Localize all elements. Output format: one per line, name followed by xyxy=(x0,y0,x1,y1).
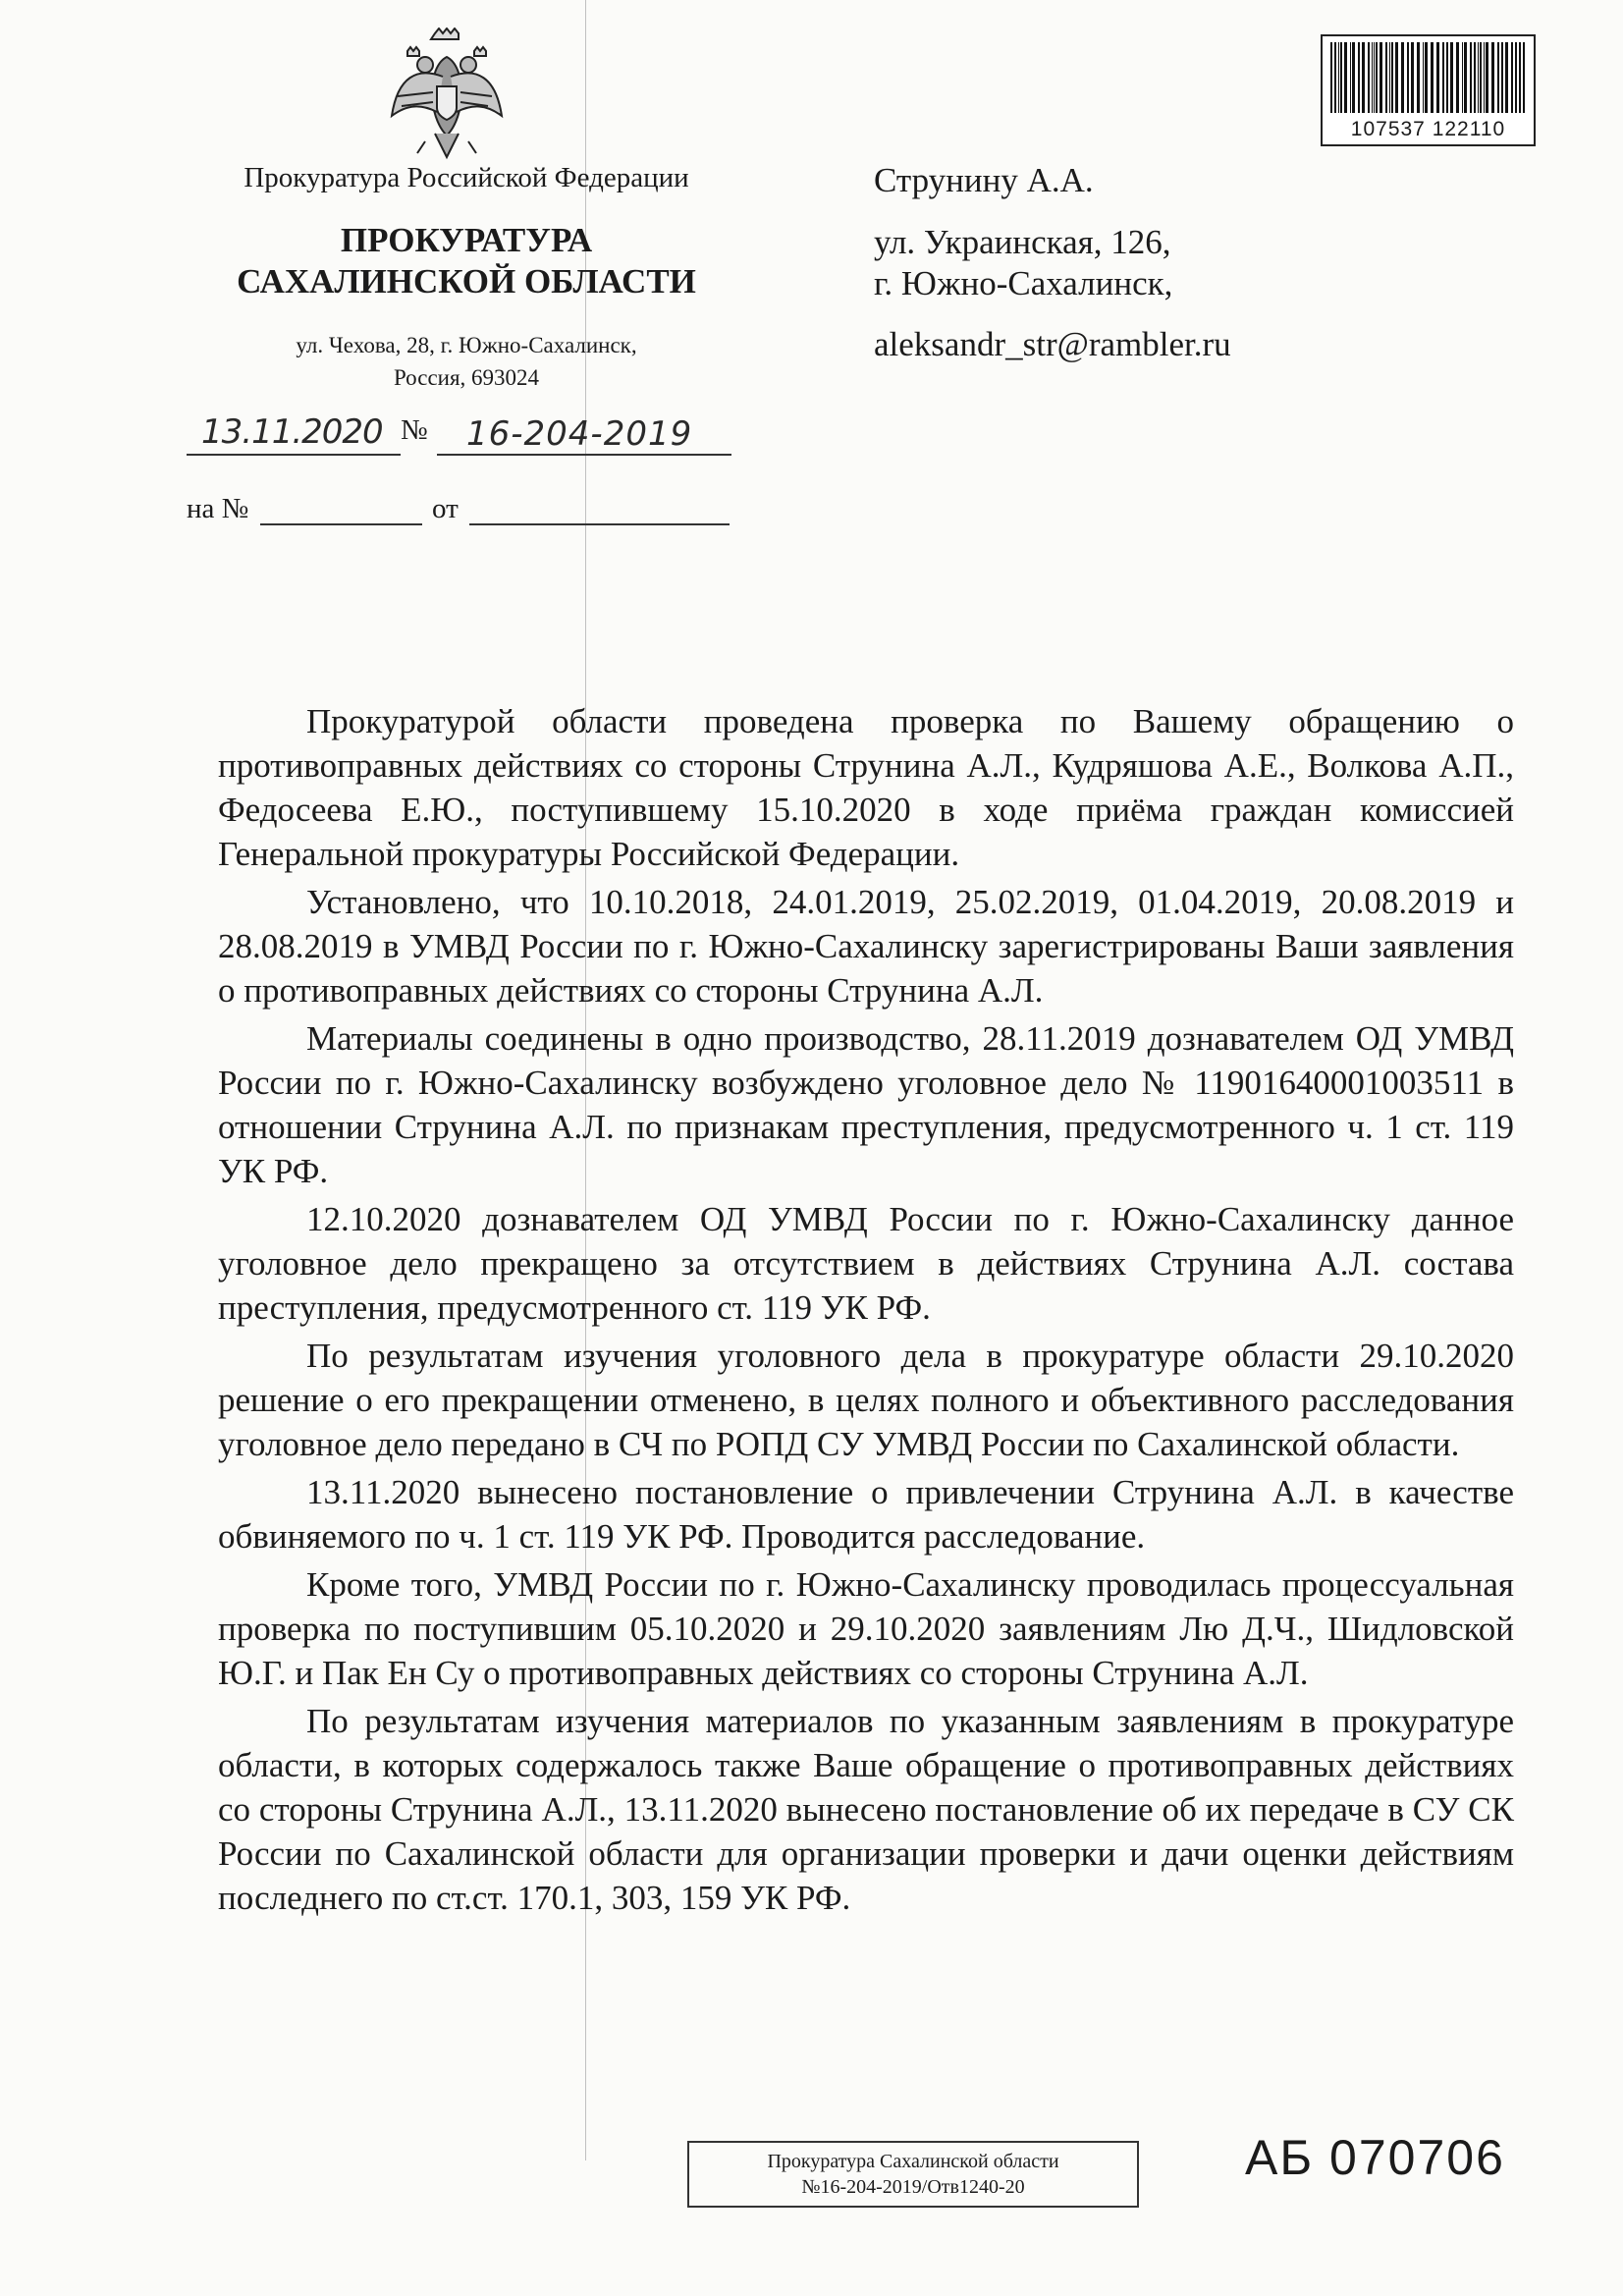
registration-stamp xyxy=(687,2141,1139,2208)
agency-name xyxy=(201,220,731,302)
handwritten-date: 13.11.2020 xyxy=(201,412,383,452)
form-series-number: АБ 070706 xyxy=(1245,2130,1505,2185)
recipient-email: aleksandr_str@rambler.ru xyxy=(874,325,1231,363)
agency-name-line1: ПРОКУРАТУРА xyxy=(340,221,593,259)
body-paragraph: Материалы соединены в одно производство, 28.11.2019 дознавателем ОД УМВД России по г. Южно-Сахалинску возбуждено уголовное дело № 11901640001003511 в отношении Струнина А.Л. по признакам преступления, предусмотренного ч. 1 ст. 119 УК РФ. xyxy=(218,1019,1514,1190)
agency-address xyxy=(201,329,731,394)
barcode xyxy=(1321,34,1536,146)
agency-address-line1: ул. Чехова, 28, г. Южно-Сахалинск, xyxy=(296,333,637,357)
stamp-line1: Прокуратура Сахалинской области xyxy=(767,2151,1059,2172)
body-paragraph: Установлено, что 10.10.2018, 24.01.2019, 25.02.2019, 01.04.2019, 20.08.2019 и 28.08.2019 в УМВД России по г. Южно-Сахалинску зарегистрированы Ваши заявления о противоправных действиях со стороны Струнина А.Л. xyxy=(218,883,1514,1010)
agency-address-line2: Россия, 693024 xyxy=(393,365,540,390)
number-underline xyxy=(437,454,731,456)
reference-date-underline xyxy=(469,523,730,525)
body-paragraph: 12.10.2020 дознавателем ОД УМВД России по г. Южно-Сахалинску данное уголовное дело прекращено за отсутствием в действиях Струнина А.Л. состава преступления, предусмотренного ст. 119 УК РФ. xyxy=(218,1200,1514,1327)
barcode-number: 107537 122110 xyxy=(1350,118,1506,140)
reference-number-underline xyxy=(260,523,422,525)
handwritten-number: 16-204-2019 xyxy=(466,414,693,454)
reference-label: на № xyxy=(187,493,249,524)
letter-body xyxy=(218,699,1514,1924)
agency-name-line2: САХАЛИНСКОЙ ОБЛАСТИ xyxy=(237,262,696,301)
agency-top-line: Прокуратура Российской Федерации xyxy=(243,162,689,193)
reference-from-label: от xyxy=(432,493,459,524)
recipient-street: ул. Украинская, 126, xyxy=(874,223,1171,261)
number-label: № xyxy=(401,414,428,446)
body-paragraph: По результатам изучения материалов по указанным заявлениям в прокуратуре области, в которых содержалось также Ваше обращение о противоправных действиях со стороны Струнина А.Л., 13.11.2020 вынесено постановление об их передаче в СУ СК России по Сахалинской области для организации проверки и дачи оценки действиям последнего по ст.ст. 170.1, 303, 159 УК РФ. xyxy=(218,1702,1514,1917)
body-paragraph: По результатам изучения уголовного дела в прокуратуре области 29.10.2020 решение о его прекращении отменено, в целях полного и объективного расследования уголовное дело передано в СЧ по РОПД СУ УМВД России по Сахалинской области. xyxy=(218,1337,1514,1463)
recipient-city: г. Южно-Сахалинск, xyxy=(874,264,1173,302)
date-underline xyxy=(187,454,401,456)
body-paragraph: Кроме того, УМВД России по г. Южно-Сахалинску проводилась процессуальная проверка по поступившим 05.10.2020 и 29.10.2020 заявлениям Лю Д.Ч., Шидловской Ю.Г. и Пак Ен Су о противоправных действиях со стороны Струнина А.Л. xyxy=(218,1565,1514,1692)
stamp-line2: №16-204-2019/Отв1240-20 xyxy=(801,2176,1025,2198)
body-paragraph: 13.11.2020 вынесено постановление о привлечении Струнина А.Л. в качестве обвиняемого по ч. 1 ст. 119 УК РФ. Проводится расследование. xyxy=(218,1473,1514,1556)
barcode-bars-icon xyxy=(1328,42,1528,113)
double-headed-eagle-emblem-icon xyxy=(388,27,506,161)
recipient-name: Струнину А.А. xyxy=(874,161,1094,199)
body-paragraph: Прокуратурой области проведена проверка по Вашему обращению о противоправных действиях со стороны Струнина А.Л., Кудряшова А.Е., Волкова А.П., Федосеева Е.Ю., поступившему 15.10.2020 в ходе приёма граждан комиссией Генеральной прокуратуры Российской Федерации. xyxy=(218,702,1514,873)
